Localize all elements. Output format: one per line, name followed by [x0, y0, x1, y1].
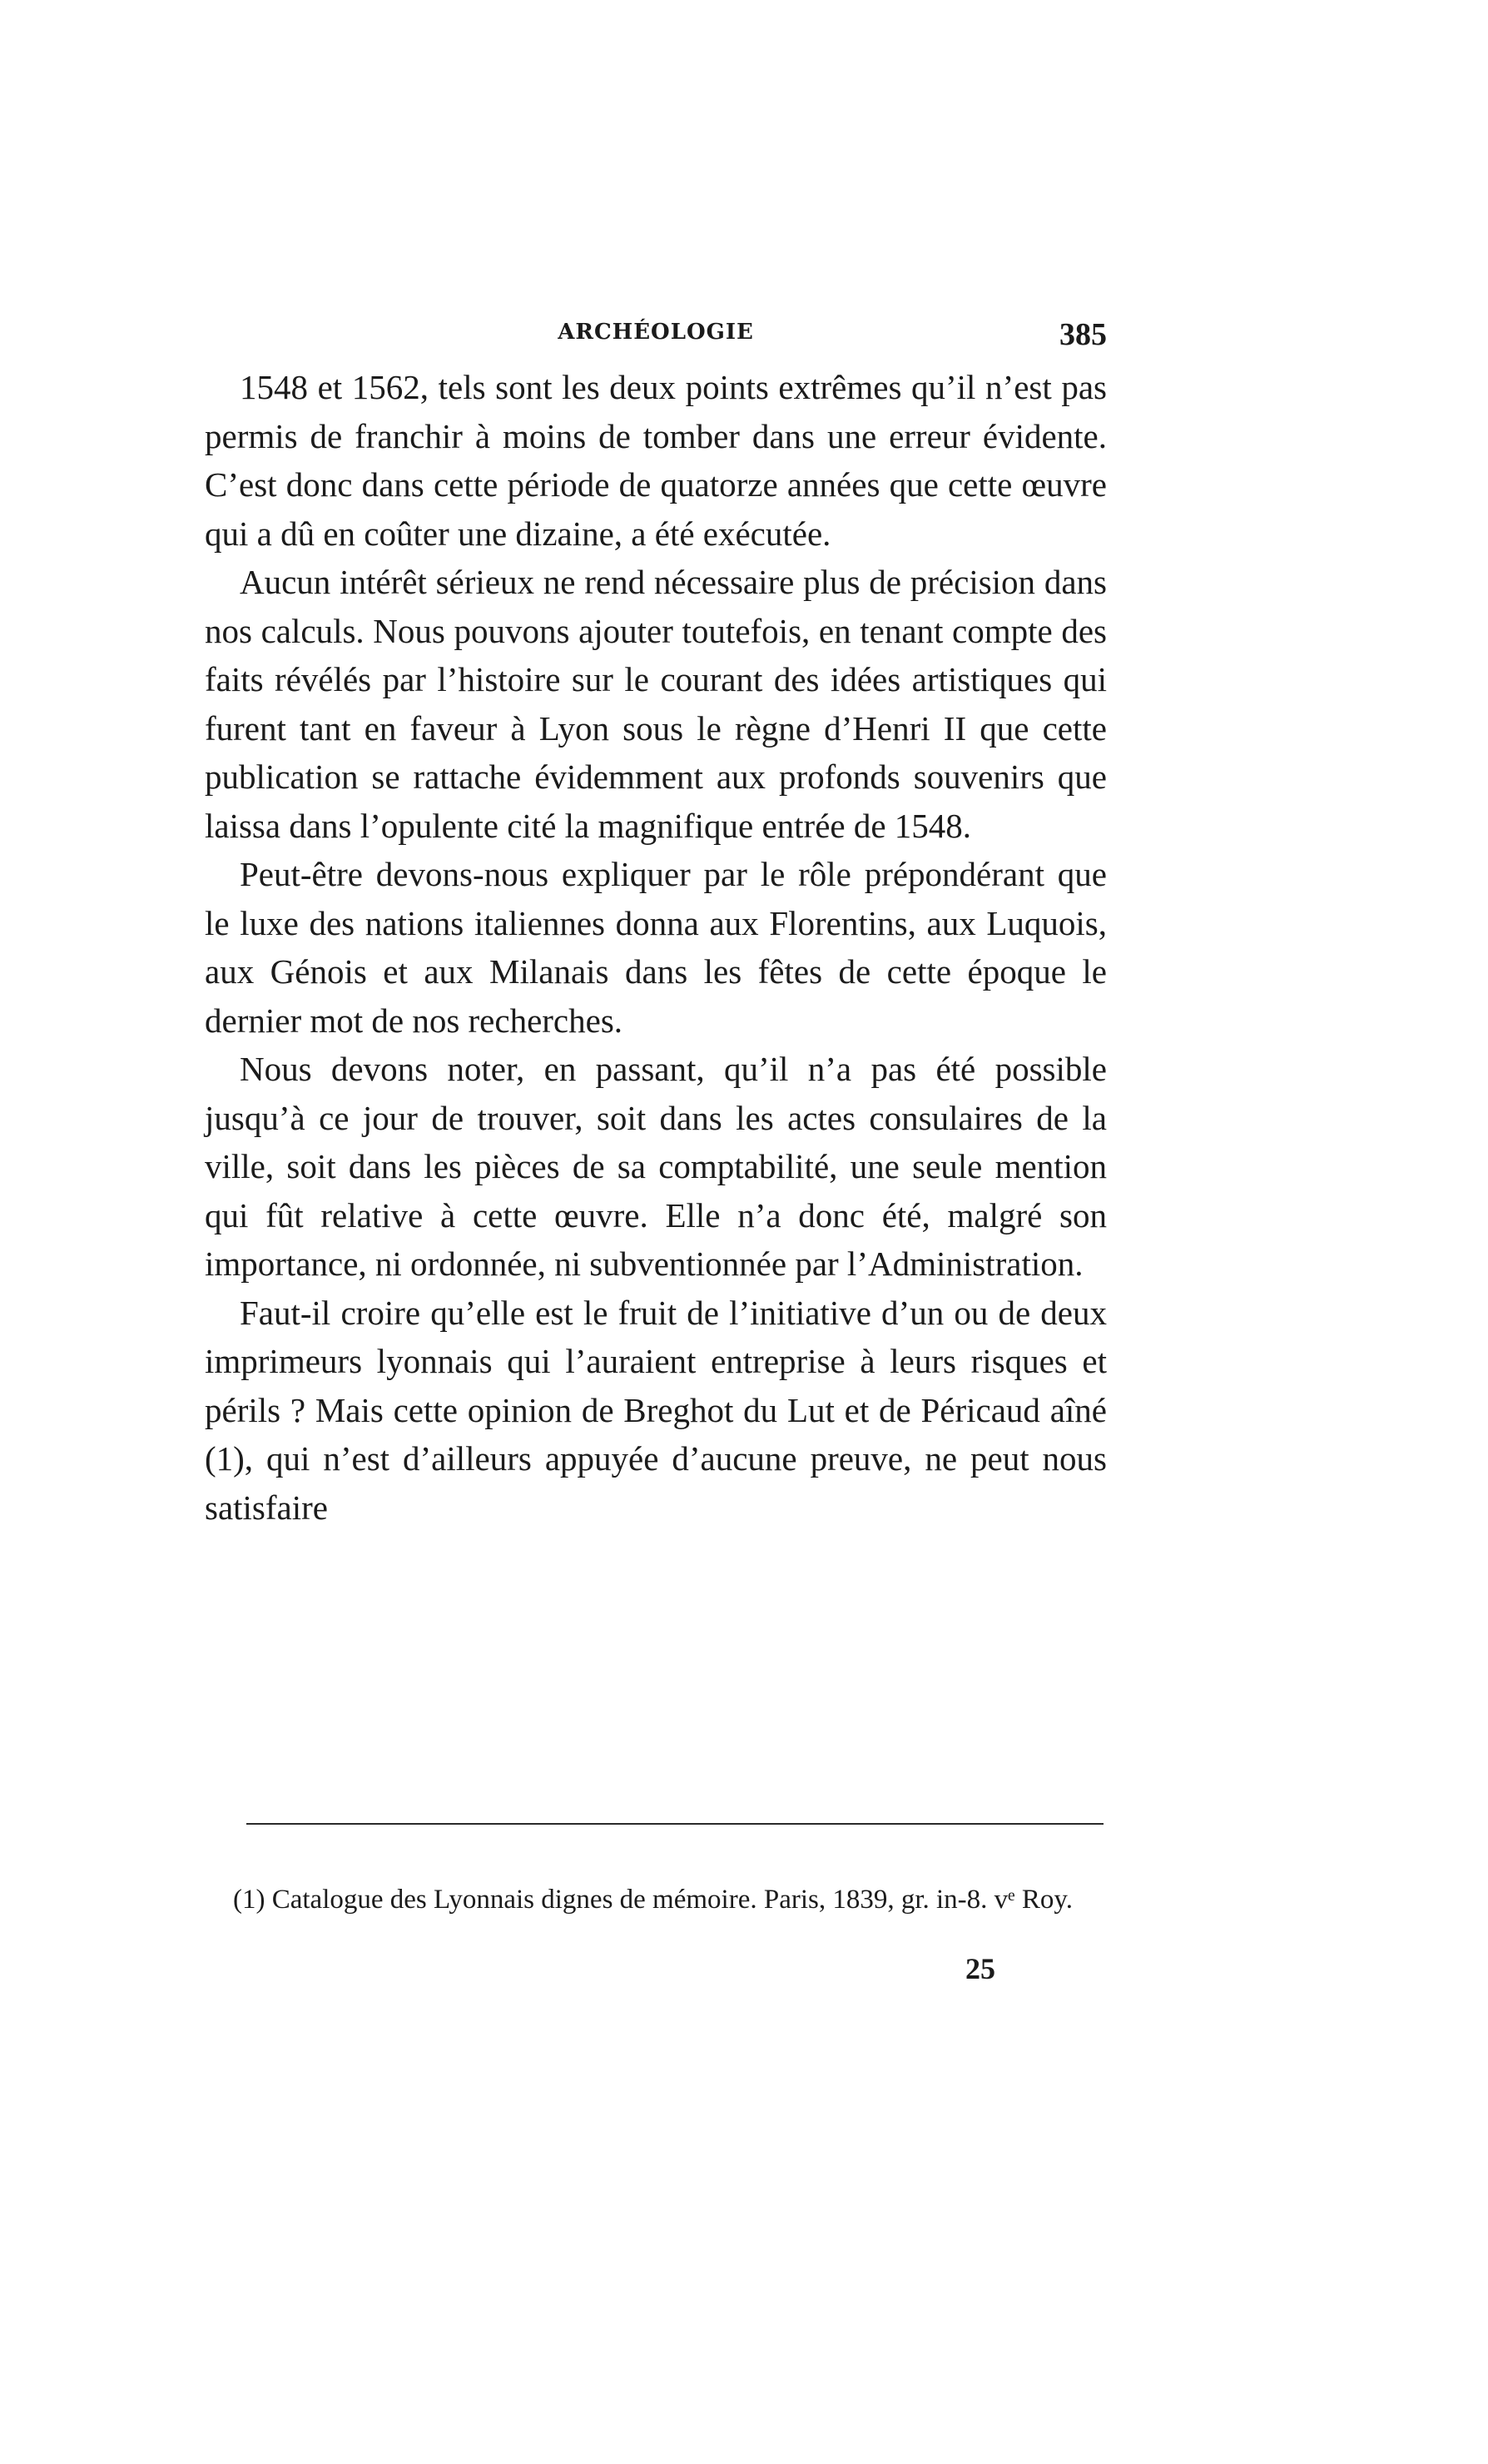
- body-text: [205, 363, 1107, 1532]
- paragraph-5: Faut-il croire qu’elle est le fruit de l’initiative d’un ou de deux imprimeurs lyonnais qui l’auraient entreprise à leurs risques et périls ? Mais cette opinion de Breghot du Lut et de Péricaud aîné (1), qui n’est d’ailleurs appuyée d’aucune preuve, ne peut nous satisfaire: [205, 1293, 1107, 1527]
- paragraph-3: Peut-être devons-nous expliquer par le rôle prépondérant que le luxe des nations italiennes donna aux Florentins, aux Luquois, aux Génois et aux Milanais dans les fêtes de cette époque le dernier mot de nos recherches.: [205, 855, 1107, 1040]
- signature-mark: 25: [965, 1952, 995, 1985]
- footnote: [205, 1880, 1104, 1920]
- paragraph-2: Aucun intérêt sérieux ne rend nécessaire plus de précision dans nos calculs. Nous pouvons ajouter toutefois, en tenant compte des faits révélés par l’histoire sur le courant des idées artistiques qui furent tant en faveur à Lyon sous le règne d’Henri II que cette publication se rattache évidemment aux profonds souvenirs que laissa dans l’opulente cité la magnifique entrée de 1548.: [205, 563, 1107, 845]
- paragraph-1: 1548 et 1562, tels sont les deux points extrêmes qu’il n’est pas permis de franchir à moins de tomber dans une erreur évidente. C’est donc dans cette période de quatorze années que cette œuvre qui a dû en coûter une dizaine, a été exécutée.: [205, 368, 1107, 553]
- page-header: [205, 316, 1107, 358]
- footnote-text: (1) Catalogue des Lyonnais dignes de mémoire. Paris, 1839, gr. in-8. vᵉ Roy.: [233, 1885, 1073, 1915]
- footnote-rule: [246, 1823, 1104, 1825]
- paragraph-4: Nous devons noter, en passant, qu’il n’a pas été possible jusqu’à ce jour de trouver, soit dans les actes consulaires de la ville, soit dans les pièces de sa comptabilité, une seule mention qui fût relative à cette œuvre. Elle n’a donc été, malgré son importance, ni ordonnée, ni subventionnée par l’Administration.: [205, 1050, 1107, 1283]
- running-head: ARCHÉOLOGIE: [558, 320, 754, 345]
- page-number: 385: [1059, 317, 1107, 352]
